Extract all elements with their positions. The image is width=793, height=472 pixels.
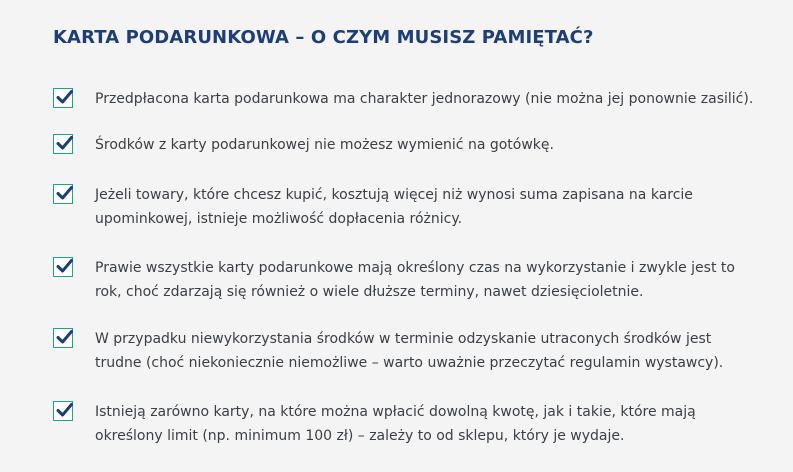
checkmark-icon (55, 87, 75, 107)
list-item-text: Prawie wszystkie karty podarunkowe mają określony czas na wykorzystanie i zwykle jest to rok, choć zdarzają się również o wiele dłuższe terminy, nawet dziesięcioletnie. (95, 260, 735, 300)
checkmark-icon (55, 256, 75, 276)
checkmark-icon (55, 183, 75, 203)
checkmark-icon (55, 327, 75, 347)
checkbox (53, 134, 73, 154)
checkbox (53, 257, 73, 277)
list-item-text: W przypadku niewykorzystania środków w terminie odzyskanie utraconych środków jest trudne (choć niekoniecznie niemożliwe – warto uważnie przeczytać regulamin wystawcy). (95, 331, 724, 371)
page-title: KARTA PODARUNKOWA – O CZYM MUSISZ PAMIĘTAĆ? (53, 27, 594, 48)
checkmark-icon (55, 133, 75, 153)
list-item-text: Istnieją zarówno karty, na które można wpłacić dowolną kwotę, jak i takie, które mają określony limit (np. minimum 100 zł) – zależy to od sklepu, który je wydaje. (95, 404, 696, 444)
list-item-text: Przedpłacona karta podarunkowa ma charakter jednorazowy (nie można jej ponownie zasilić). (95, 91, 754, 107)
list-item-text: Środków z karty podarunkowej nie możesz wymienić na gotówkę. (95, 137, 554, 153)
checkbox (53, 88, 73, 108)
list-item-text: Jeżeli towary, które chcesz kupić, kosztują więcej niż wynosi suma zapisana na karcie upominkowej, istnieje możliwość dopłacenia różnicy. (95, 187, 693, 227)
checkbox (53, 328, 73, 348)
checkbox (53, 401, 73, 421)
checkmark-icon (55, 400, 75, 420)
checkbox (53, 184, 73, 204)
